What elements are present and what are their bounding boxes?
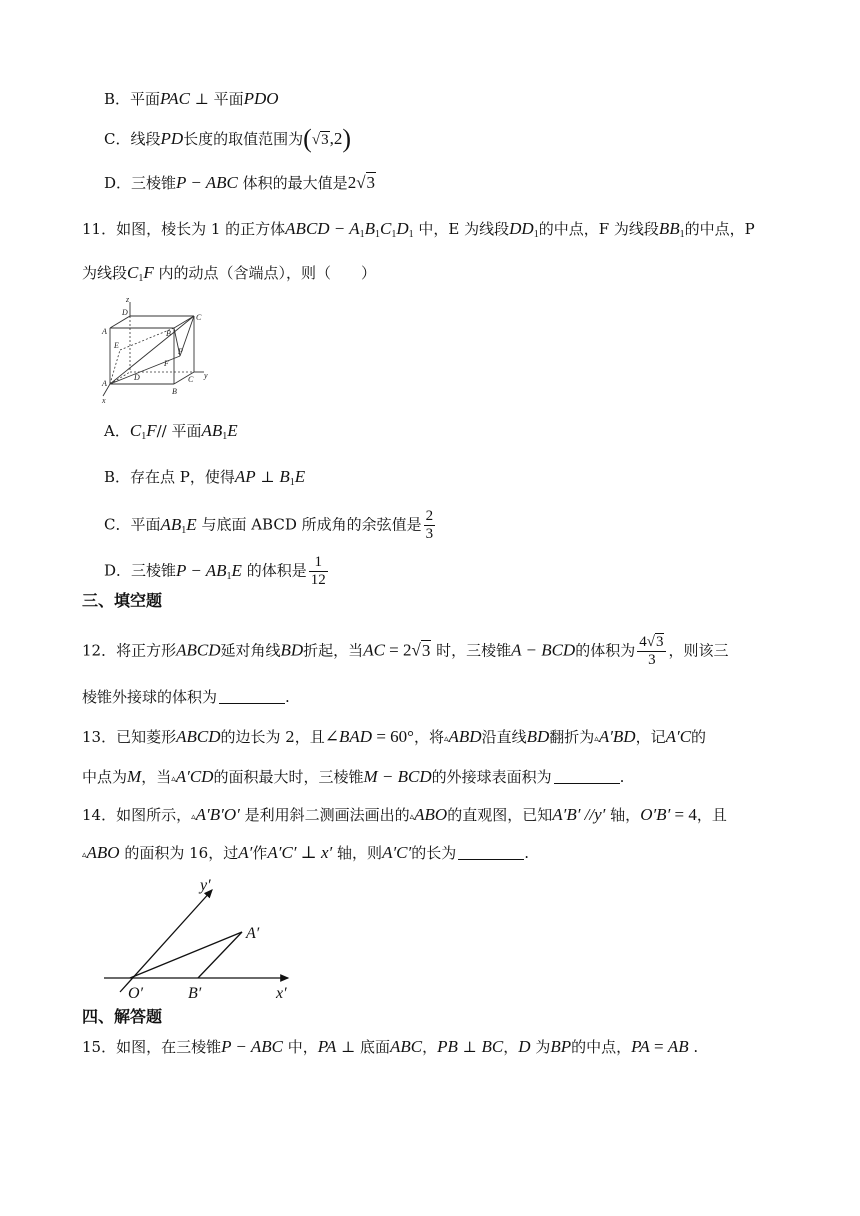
svg-text:y: y: [204, 371, 208, 380]
section-heading-fill-in: 三、填空题: [82, 591, 163, 610]
q12-stem-line2: 棱锥外接球的体积为 .: [82, 688, 290, 706]
svg-text:P: P: [178, 347, 183, 356]
q11-stem-line2: 为线段$C_1F$ 内的动点（含端点），则（ ）: [82, 263, 377, 284]
q10-option-b: B．平面PAC ⊥ 平面PDO: [104, 89, 279, 108]
svg-text:B: B: [166, 329, 171, 338]
q15-stem: 15．如图，在三棱锥P − ABC 中，PA ⊥ 底面ABC，PB ⊥ BC，D 为BP的中点，PA = AB .: [82, 1037, 699, 1056]
q14-axes-figure: [98, 874, 308, 1002]
q14-stem-line2: ▵ABO 的面积为 16，过A′作A′C′ ⊥ x′ 轴，则A′C′的长为 .: [82, 843, 530, 862]
svg-text:C: C: [188, 375, 194, 384]
q11-cube-figure: [100, 296, 212, 404]
svg-text:B′: B′: [188, 985, 202, 1002]
svg-text:y′: y′: [200, 877, 211, 894]
q11-option-d: D．三棱锥$P - AB_1E$ 的体积是 $\frac{1}{12}$: [104, 554, 326, 588]
svg-text:A: A: [102, 379, 107, 388]
section-heading-solutions: 四、解答题: [82, 1007, 163, 1026]
svg-text:A′: A′: [246, 925, 260, 942]
q14-stem-line1: 14．如图所示，▵A′B′O′ 是利用斜二测画法画出的▵ABO的直观图，已知A′B′ //y′ 轴，O′B′ = 4，且: [82, 805, 727, 824]
q12-answer-blank[interactable]: [219, 688, 285, 704]
q13-stem-line1: 13．已知菱形ABCD的边长为 2，且∠BAD = 60°，将▵ABD沿直线BD翻折为▵A′BD，记A′C的: [82, 727, 707, 746]
q13-answer-blank[interactable]: [554, 768, 620, 784]
svg-text:O′: O′: [128, 985, 144, 1002]
svg-text:A: A: [102, 327, 107, 336]
svg-text:B: B: [172, 387, 177, 396]
q10-option-d: D．三棱锥P − ABC 体积的最大值是2√3: [104, 173, 376, 192]
svg-text:x′: x′: [276, 985, 287, 1002]
svg-text:z: z: [126, 296, 130, 304]
q13-stem-line2: 中点为M，当▵A′CD的面积最大时，三棱锥M − BCD的外接球表面积为 .: [82, 767, 625, 786]
svg-text:x: x: [102, 396, 106, 404]
svg-text:D: D: [122, 308, 128, 317]
q12-stem-line1: 12．将正方形ABCD延对角线BD折起，当AC = 2√3 时，三棱锥A − BCD的体积为 $\frac{4√3}{3}$ ，则该三: [82, 634, 729, 668]
svg-text:D: D: [134, 373, 140, 382]
svg-text:F: F: [164, 359, 169, 368]
q11-option-c: C．平面$AB_1E$ 与底面 ABCD 所成角的余弦值是 $\frac{2}{3}$: [104, 508, 434, 542]
q11-option-a: A．$C_1F//$ 平面$AB_1E$: [104, 421, 238, 442]
q10-option-c: C．线段PD长度的取值范围为(√3,2): [104, 124, 351, 153]
q11-option-b: B．存在点 P，使得AP ⊥ $B_1E$: [104, 467, 306, 488]
svg-text:C: C: [196, 313, 202, 322]
svg-text:E: E: [114, 341, 119, 350]
q14-answer-blank[interactable]: [458, 844, 524, 860]
q11-stem-line1: 11．如图，棱长为 1 的正方体ABCD − $A_1B_1C_1D_1$ 中，E 为线段$DD_1$的中点，F 为线段$BB_1$的中点，P: [82, 219, 755, 240]
